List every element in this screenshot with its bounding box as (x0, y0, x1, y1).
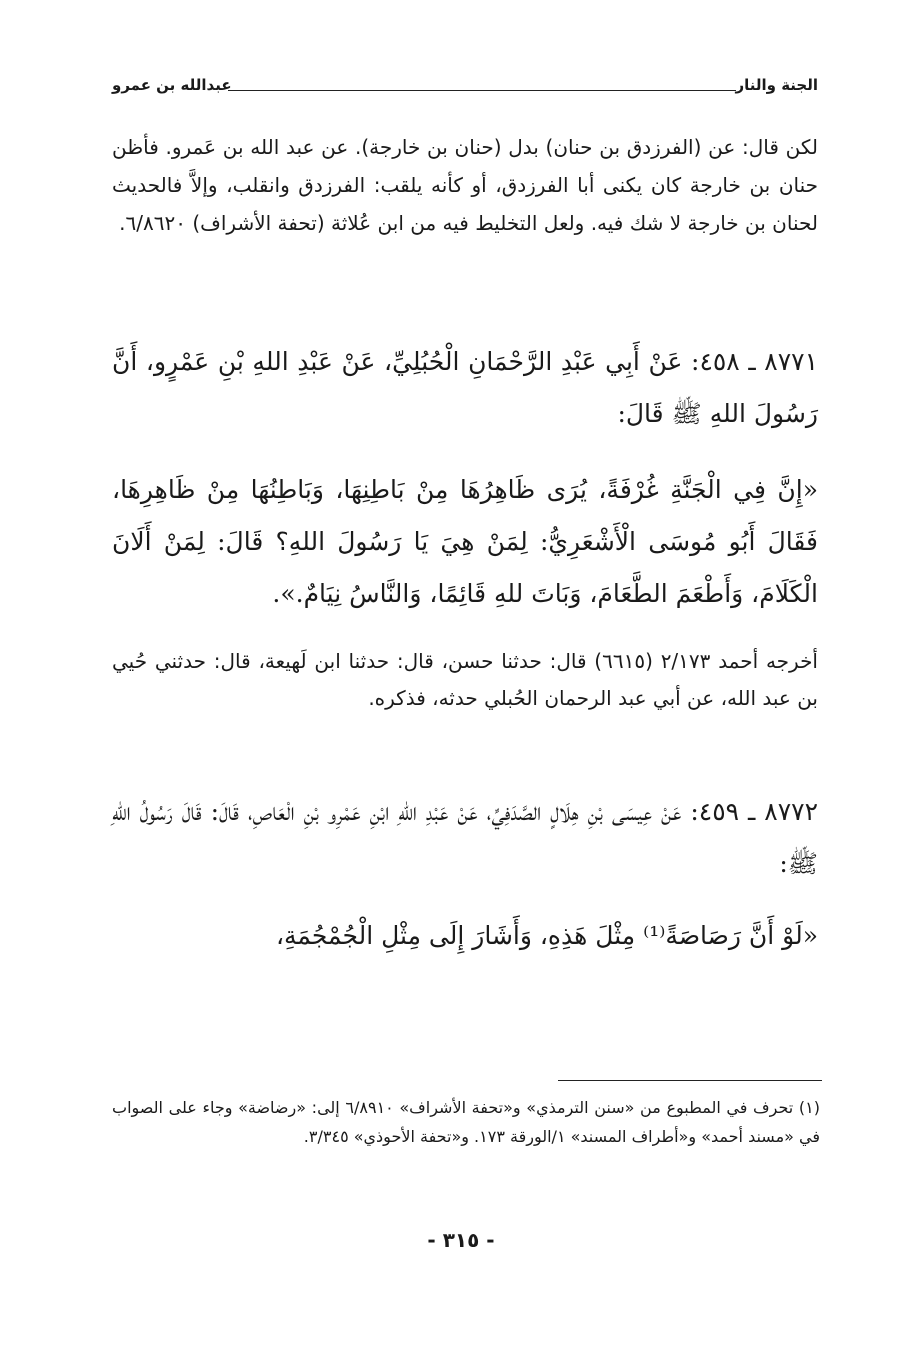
header-book-title: الجنة والنار (735, 76, 818, 94)
page-number: - ٣١٥ - (427, 1228, 495, 1252)
hadith-8771-isnad: ٨٧٧١ ـ ٤٥٨: عَنْ أَبِي عَبْدِ الرَّحْمَانِ الْحُبُلِيِّ، عَنْ عَبْدِ اللهِ بْنِ عَمْرٍو، أَنَّ رَسُولَ اللهِ ﷺ قَالَ: (112, 347, 818, 428)
hadith-8772-isnad: ٨٧٧٢ ـ ٤٥٩: عَنْ عِيسَى بْنِ هِلَالٍ الصَّدَفِيِّ، عَنْ عَبْدِ اللهِ ابْنِ عَمْرِو بْنِ الْعَاصِ، قَالَ: قَالَ رَسُولُ اللهِ ﷺ: (112, 797, 818, 878)
running-header (112, 76, 818, 98)
hadith-8771-takhrij: أخرجه أحمد ٢/١٧٣ (٦٦١٥) قال: حدثنا حسن، قال: حدثنا ابن لَهيعة، قال: حدثني حُيي بن عبد الله، عن أبي عبد الرحمان الحُبلي حدثه، فذكره. (112, 649, 818, 710)
commentary-note: لكن قال: عن (الفرزدق بن حنان) بدل (حنان بن خارجة). عن عبد الله بن عَمرو. فأظن حنان بن خارجة كان يكنى أبا الفرزدق، أو كأنه يلقب: الفرزدق وانقلب، وإلاَّ فالحديث لحنان بن خارجة لا شك فيه. ولعل التخليط فيه من ابن عُلاثة (تحفة الأشراف) ٦/٨٦٢٠. (112, 135, 818, 235)
footnote-separator (558, 1080, 822, 1081)
hadith-8771-matn: «إِنَّ فِي الْجَنَّةِ غُرْفَةً، يُرَى ظَاهِرُهَا مِنْ بَاطِنِهَا، وَبَاطِنُهَا مِنْ ظَاهِرِهَا، فَقَالَ أَبُو مُوسَى الْأَشْعَرِيُّ: لِمَنْ هِيَ يَا رَسُولَ اللهِ؟ قَالَ: لِمَنْ أَلَانَ الْكَلَامَ، وَأَطْعَمَ الطَّعَامَ، وَبَاتَ للهِ قَائِمًا، وَالنَّاسُ نِيَامٌ.». (112, 475, 818, 608)
header-narrator: عبدالله بن عمرو (112, 76, 232, 94)
footnote-1 (112, 1093, 820, 1151)
header-rule (228, 90, 736, 91)
footnote-text: تحرف في المطبوع من «سنن الترمذي» و«تحفة الأشراف» ٦/٨٩١٠ إلى: «رضاضة» وجاء على الصواب في «مسند أحمد» و«أطراف المسند» ١/الورقة ١٧٣. و«تحفة الأحوذي» ٣/٣٤٥. (112, 1098, 820, 1146)
footnote-marker: (١) (798, 1098, 820, 1117)
hadith-8772-matn: «لَوْ أَنَّ رَصَاصَةً⁽¹⁾ مِثْلَ هَذِهِ، وَأَشَارَ إِلَى مِثْلِ الْجُمْجُمَةِ، (275, 921, 818, 950)
